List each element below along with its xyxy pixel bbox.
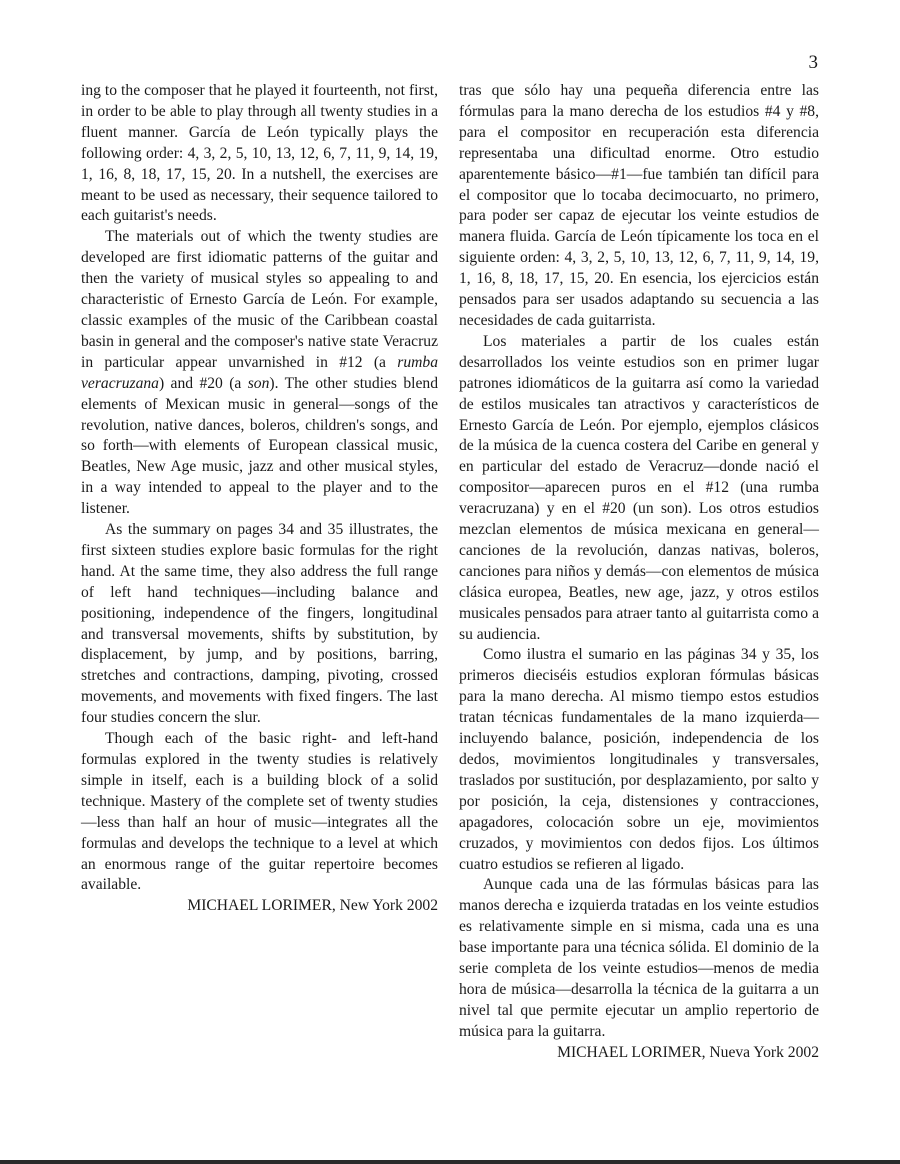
english-signature: MICHAEL LORIMER, New York 2002 xyxy=(187,897,438,915)
spanish-signature: MICHAEL LORIMER, Nueva York 2002 xyxy=(557,1043,819,1061)
spanish-paragraph-4: Aunque cada una de las fórmulas básicas para las manos derecha e izquierda tratadas en los veinte estudios es relativamente simple en si misma, cada una es una base importante para una técnica sólida. El dominio de la serie completa de los veinte estudios—menos de media hora de música—desarrolla la técnica de la guitarra a un nivel tal que permite ejecutar un amplio repertorio de música para la guitarra. xyxy=(459,876,819,1040)
page-number: 3 xyxy=(808,52,818,73)
spanish-paragraph-2: Los materiales a partir de los cuales están desarrollados los veinte estudios son en primer lugar patrones idiomáticos de la guitarra así como la variedad de estilos musicales tan atractivos y característicos de Ernesto García de León. Por ejemplo, ejemplos clásicos de la música de la cuenca costera del Caribe en general y en particular del estado de Veracruz—donde nació el compositor—aparecen puros en el #12 (una rumba veracruzana) y en el #20 (un son). Los otros estudios mezclan elementos de música mexicana en general—canciones de la revolución, danzas nativas, boleros, canciones para niños y demás—con elementos de música clásica europea, Beatles, new age, jazz, y otros estilos musicales pensados para atraer tanto al guitarrista como a su audiencia. xyxy=(459,332,819,643)
english-column xyxy=(81,81,438,917)
rumba-veracruzana-italic: rumba veracruzana xyxy=(81,353,438,392)
english-paragraph-4: Though each of the basic right- and left-hand formulas explored in the twenty studies is relatively simple in itself, each is a building block of a solid technique. Mastery of the complete set of twenty studies—less than half an hour of music—integrates all the formulas and develops the technique to a level at which an enormous range of the guitar repertoire becomes available. xyxy=(81,730,438,894)
english-paragraph-1: ing to the composer that he played it fourteenth, not first, in order to be able to play through all twenty studies in a fluent manner. García de León typically plays the following order: 4, 3, 2, 5, 10, 13, 12, 6, 7, 11, 9, 14, 19, 1, 16, 8, 18, 17, 15, 20. In a nutshell, the exercises are meant to be used as necessary, their sequence tailored to each guitarist's needs. xyxy=(81,82,438,225)
spanish-paragraph-1: tras que sólo hay una pequeña diferencia entre las fórmulas para la mano derecha de los estudios #4 y #8, para el compositor en recuperación esta diferencia representaba una dificultad enorme. Otro estudio aparentemente básico—#1—fue también tan difícil para el compositor que lo tocaba decimocuarto, no primero, para poder ser capaz de ejecutar los veinte estudios de manera fluida. García de León típicamente los toca en el siguiente orden: 4, 3, 2, 5, 10, 13, 12, 6, 7, 11, 9, 14, 19, 1, 16, 8, 18, 17, 15, 20. En esencia, los ejercicios están pensados para ser usados adaptando su secuencia a las necesidades de cada guitarrista. xyxy=(459,82,819,329)
spanish-column xyxy=(459,81,819,1064)
son-italic: son xyxy=(247,374,270,392)
english-paragraph-2-part-a: The materials out of which the twenty studies are developed are first idiomatic patterns of the guitar and then the variety of musical styles so appealing to and characteristic of Ernesto García de León. For example, classic examples of the music of the Caribbean coastal basin in general and the composer's native state Veracruz in particular appear unvarnished in #12 (a xyxy=(81,228,438,371)
english-paragraph-2-part-b: ) and #20 (a xyxy=(158,374,248,392)
spanish-paragraph-3: Como ilustra el sumario en las páginas 34 y 35, los primeros dieciséis estudios exploran fórmulas básicas para la mano derecha. Al mismo tiempo estos estudios tratan técnicas fundamentales de la mano izquierda—incluyendo balance, posición, independencia de los dedos, movimientos longitudinales y transversales, traslados por sustitución, por desplazamiento, por salto y por posición, la ceja, distensiones y contracciones, apagadores, colocación sobre un eje, movimientos cruzados, y movimientos con dedos fijos. Los últimos cuatro estudios se refieren al ligado. xyxy=(459,646,819,873)
english-paragraph-3: As the summary on pages 34 and 35 illustrates, the first sixteen studies explore basic formulas for the right hand. At the same time, they also address the full range of left hand techniques—including balance and positioning, independence of the fingers, longitudinal and transversal movements, shifts by substitution, by displacement, by jump, and by positions, barring, stretches and contractions, damping, pivoting, crossed movements, and movements with fixed fingers. The last four studies concern the slur. xyxy=(81,521,438,727)
bottom-rule xyxy=(0,1160,900,1164)
english-paragraph-2 xyxy=(81,227,438,520)
english-paragraph-2-part-c: ). The other studies blend elements of Mexican music in general—songs of the revolution, native dances, boleros, children's songs, and so forth—with elements of European classical music, Beatles, New Age music, jazz and other musical styles, in a way intended to appeal to the player and to the listener. xyxy=(81,374,438,518)
